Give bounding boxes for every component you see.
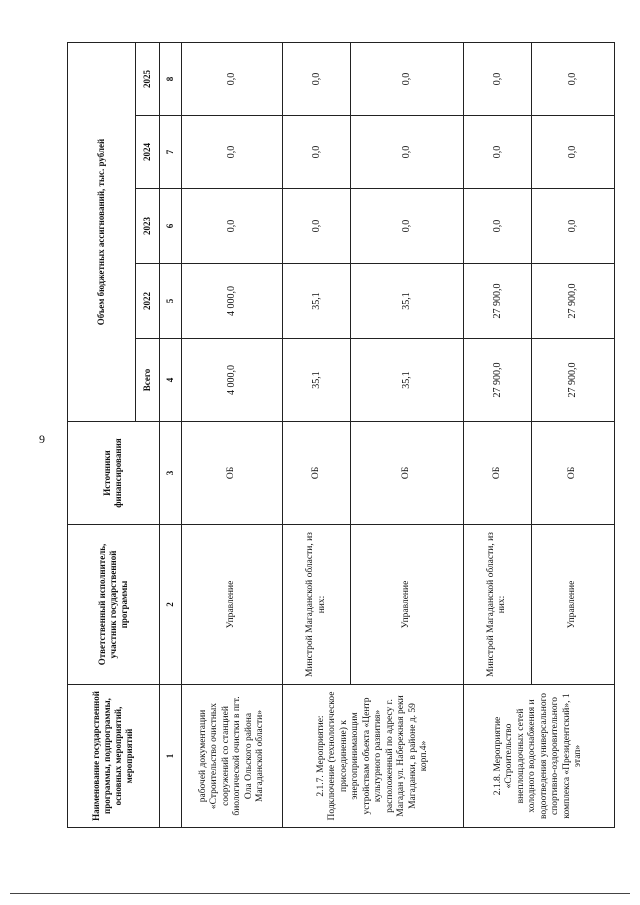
header-year-2022: 2022 <box>135 264 159 339</box>
year-2022-cell: 35,1 <box>351 264 464 339</box>
executor-cell: Управление <box>531 525 614 685</box>
header-executor: Ответственный исполнитель, участник государственной программы <box>68 525 160 685</box>
year-2022-cell: 4 000,0 <box>181 264 283 339</box>
year-2025-cell: 0,0 <box>463 42 531 115</box>
source-cell: ОБ <box>181 422 283 525</box>
source-cell: ОБ <box>283 422 351 525</box>
header-year-2024: 2024 <box>135 116 159 189</box>
year-2024-cell: 0,0 <box>283 116 351 189</box>
column-number: 1 <box>159 685 181 828</box>
year-2023-cell: 0,0 <box>283 189 351 264</box>
year-2025-cell: 0,0 <box>283 42 351 115</box>
header-year-2023: 2023 <box>135 189 159 264</box>
column-number: 5 <box>159 264 181 339</box>
year-2025-cell: 0,0 <box>181 42 283 115</box>
total-cell: 35,1 <box>351 339 464 422</box>
table-row <box>181 42 283 827</box>
column-number: 4 <box>159 339 181 422</box>
year-2022-cell: 35,1 <box>283 264 351 339</box>
year-2022-cell: 27 900,0 <box>531 264 614 339</box>
total-cell: 4 000,0 <box>181 339 283 422</box>
budget-table <box>67 42 615 828</box>
year-2025-cell: 0,0 <box>531 42 614 115</box>
executor-cell: Управление <box>181 525 283 685</box>
column-number: 3 <box>159 422 181 525</box>
header-program-name: Наименование государственной программы, подпрограммы, основных мероприятий, мероприятий <box>68 685 160 828</box>
year-2023-cell: 0,0 <box>531 189 614 264</box>
year-2023-cell: 0,0 <box>181 189 283 264</box>
year-2024-cell: 0,0 <box>463 116 531 189</box>
header-total: Всего <box>135 339 159 422</box>
year-2024-cell: 0,0 <box>531 116 614 189</box>
source-cell: ОБ <box>463 422 531 525</box>
source-cell: ОБ <box>351 422 464 525</box>
year-2024-cell: 0,0 <box>181 116 283 189</box>
total-cell: 27 900,0 <box>463 339 531 422</box>
column-number: 7 <box>159 116 181 189</box>
executor-cell: Минстрой Магаданской области, из них: <box>463 525 531 685</box>
page-bottom-rule <box>10 893 630 894</box>
header-budget: Объем бюджетных ассигнований, тыс. рублей <box>68 42 136 421</box>
year-2025-cell: 0,0 <box>351 42 464 115</box>
source-cell: ОБ <box>531 422 614 525</box>
program-name-cell: 2.1.8. Мероприятие «Строительство внеплощадочных сетей холодного водоснабжения и водоотведения универсального спортивно-оздоровительного комплекса «Президентский», 1 этап» <box>463 685 614 828</box>
table-row <box>463 42 531 827</box>
executor-cell: Управление <box>351 525 464 685</box>
column-number: 2 <box>159 525 181 685</box>
column-number: 8 <box>159 42 181 115</box>
program-name-cell: 2.1.7. Мероприятие: Подключение (технологическое присоединение) к энергопринимающим устройствам объекта «Центр культурного развития» расположенный по адресу г. Магадан ул. Набережная реки Магаданки, в районе д. 59 корп.4» <box>283 685 463 828</box>
page-number: 9 <box>39 432 45 446</box>
rotated-table-container <box>67 43 615 828</box>
year-2022-cell: 27 900,0 <box>463 264 531 339</box>
header-financing-source: Источники финансирования <box>68 422 160 525</box>
total-cell: 35,1 <box>283 339 351 422</box>
year-2023-cell: 0,0 <box>463 189 531 264</box>
total-cell: 27 900,0 <box>531 339 614 422</box>
table-row <box>283 42 351 827</box>
executor-cell: Минстрой Магаданской области, из них: <box>283 525 351 685</box>
program-name-cell: рабочей документации «Строительство очистных сооружений со станцией биологической очистки в пгт. Ола Ольского района Магаданской области» <box>181 685 283 828</box>
year-2023-cell: 0,0 <box>351 189 464 264</box>
column-number: 6 <box>159 189 181 264</box>
header-year-2025: 2025 <box>135 42 159 115</box>
year-2024-cell: 0,0 <box>351 116 464 189</box>
